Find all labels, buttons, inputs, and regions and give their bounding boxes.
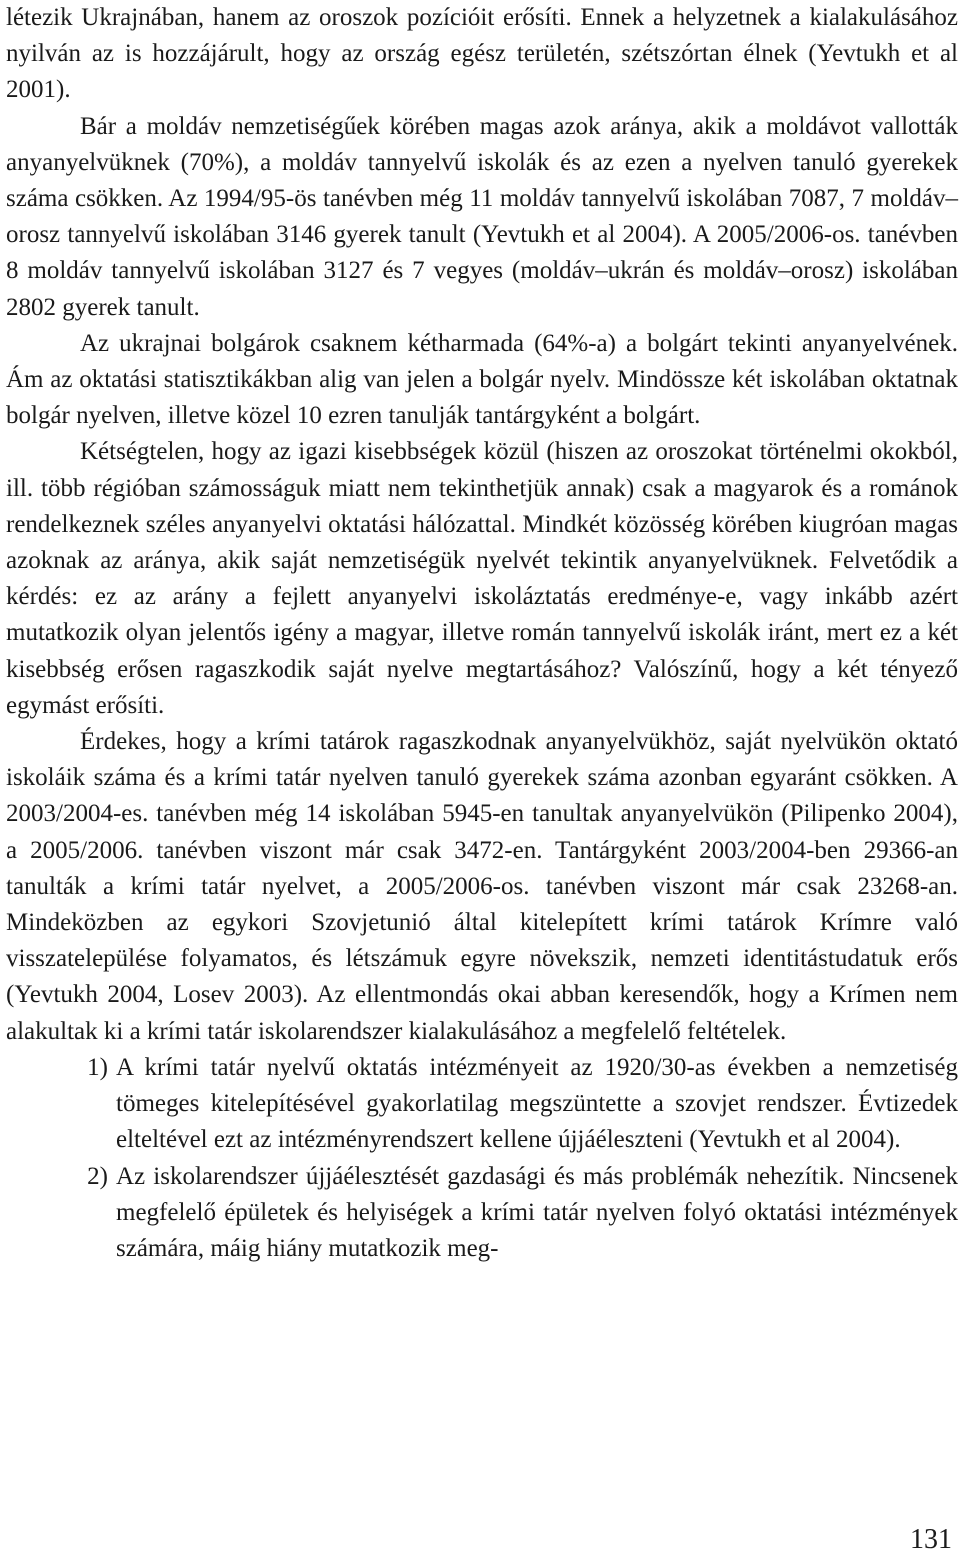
list-item-text: A krími tatár nyelvű oktatás intézményeit az 1920/30-as években a nemzetiség tömeges kitelepítésével gyakorlatilag megszüntette a szovjet rendszer. Évtizedek elteltével ezt az intézményrendszert kellene újjáéleszteni (Yevtukh et al 2004). — [116, 1053, 958, 1154]
list-item — [6, 1159, 958, 1268]
list-item — [6, 1050, 958, 1159]
list-item-text: Az iskolarendszer újjáélesztését gazdasági és más problémák nehezítik. Nincsenek megfelelő épületek és helyiségek a krími tatár nyelven folyó oktatási intézmények számára, máig hiány mutatkozik meg- — [116, 1162, 958, 1262]
page-number: 131 — [910, 1524, 952, 1555]
document-page — [6, 0, 958, 1267]
paragraph-1: létezik Ukrajnában, hanem az oroszok pozícióit erősíti. Ennek a helyzetnek a kialakulásához nyilván az is hozzájárult, hogy az ország egész területén, szétszórtan élnek (Yevtukh et al 2001). — [6, 4, 958, 104]
paragraph-2: Bár a moldáv nemzetiségűek körében magas azok aránya, akik a moldávot vallották anyanyelvüknek (70%), a moldáv tannyelvű iskolák és az ezen a nyelven tanuló gyerekek száma csökken. Az 1994/95-ös tanévben még 11 moldáv tannyelvű iskolában 7087, 7 moldáv–orosz tannyelvű iskolában 3146 gyerek tanult (Yevtukh et al 2004). A 2005/2006-os. tanévben 8 moldáv tannyelvű iskolában 3127 és 7 vegyes (moldáv–ukrán és moldáv–orosz) iskolában 2802 gyerek tanult. — [6, 112, 958, 321]
paragraph-3: Az ukrajnai bolgárok csaknem kétharmada (64%-a) a bolgárt tekinti anyanyelvének. Ám az oktatási statisztikákban alig van jelen a bolgár nyelv. Mindössze két iskolában oktatnak bolgár nyelven, illetve közel 10 ezren tanulják tantárgyként a bolgárt. — [6, 329, 958, 430]
paragraph-4: Kétségtelen, hogy az igazi kisebbségek közül (hiszen az oroszokat történelmi okokból, ill. több régióban számosságuk miatt nem tekinthetjük annak) csak a magyarok és a románok rendelkeznek széles anyanyelvi oktatási hálózattal. Mindkét közösség körében kiugróan magas azoknak az aránya, akik saját nemzetiségük nyelvét tekintik anyanyelvüknek. Felvetődik a kérdés: ez az arány a fejlett anyanyelvi iskoláztatás eredménye-e, vagy inkább azért mutatkozik olyan jelentős igény a magyar, illetve román tannyelvű iskolák iránt, mert ez a két kisebbség erősen ragaszkodik saját nyelve megtartásához? Valószínű, hogy a két tényező egymást erősíti. — [6, 438, 958, 719]
list-item-number: 2) — [87, 1162, 108, 1190]
list-item-number: 1) — [87, 1053, 108, 1081]
numbered-list — [6, 1050, 958, 1267]
paragraph-5: Érdekes, hogy a krími tatárok ragaszkodnak anyanyelvükhöz, saját nyelvükön oktató iskoláik száma és a krími tatár nyelven tanuló gyerekek száma azonban egyaránt csökken. A 2003/2004-es. tanévben még 14 iskolában 5945-en tanultak anyanyelvükön (Pilipenko 2004), a 2005/2006. tanévben viszont már csak 3472-en. Tantárgyként 2003/2004-ben 29366-an tanulták a krími tatár nyelvet, a 2005/2006-os. tanévben viszont már csak 23268-an. Mindeközben az egykori Szovjetunió által kitelepített krími tatárok Krímre való visszatelepülése folyamatos, és létszámuk egyre növekszik, nemzeti identitástudatuk erős (Yevtukh 2004, Losev 2003). Az ellentmondás okai abban keresendők, hogy a Krímen nem alakultak ki a krími tatár iskolarendszer kialakulásához a megfelelő feltételek. — [6, 728, 958, 1045]
